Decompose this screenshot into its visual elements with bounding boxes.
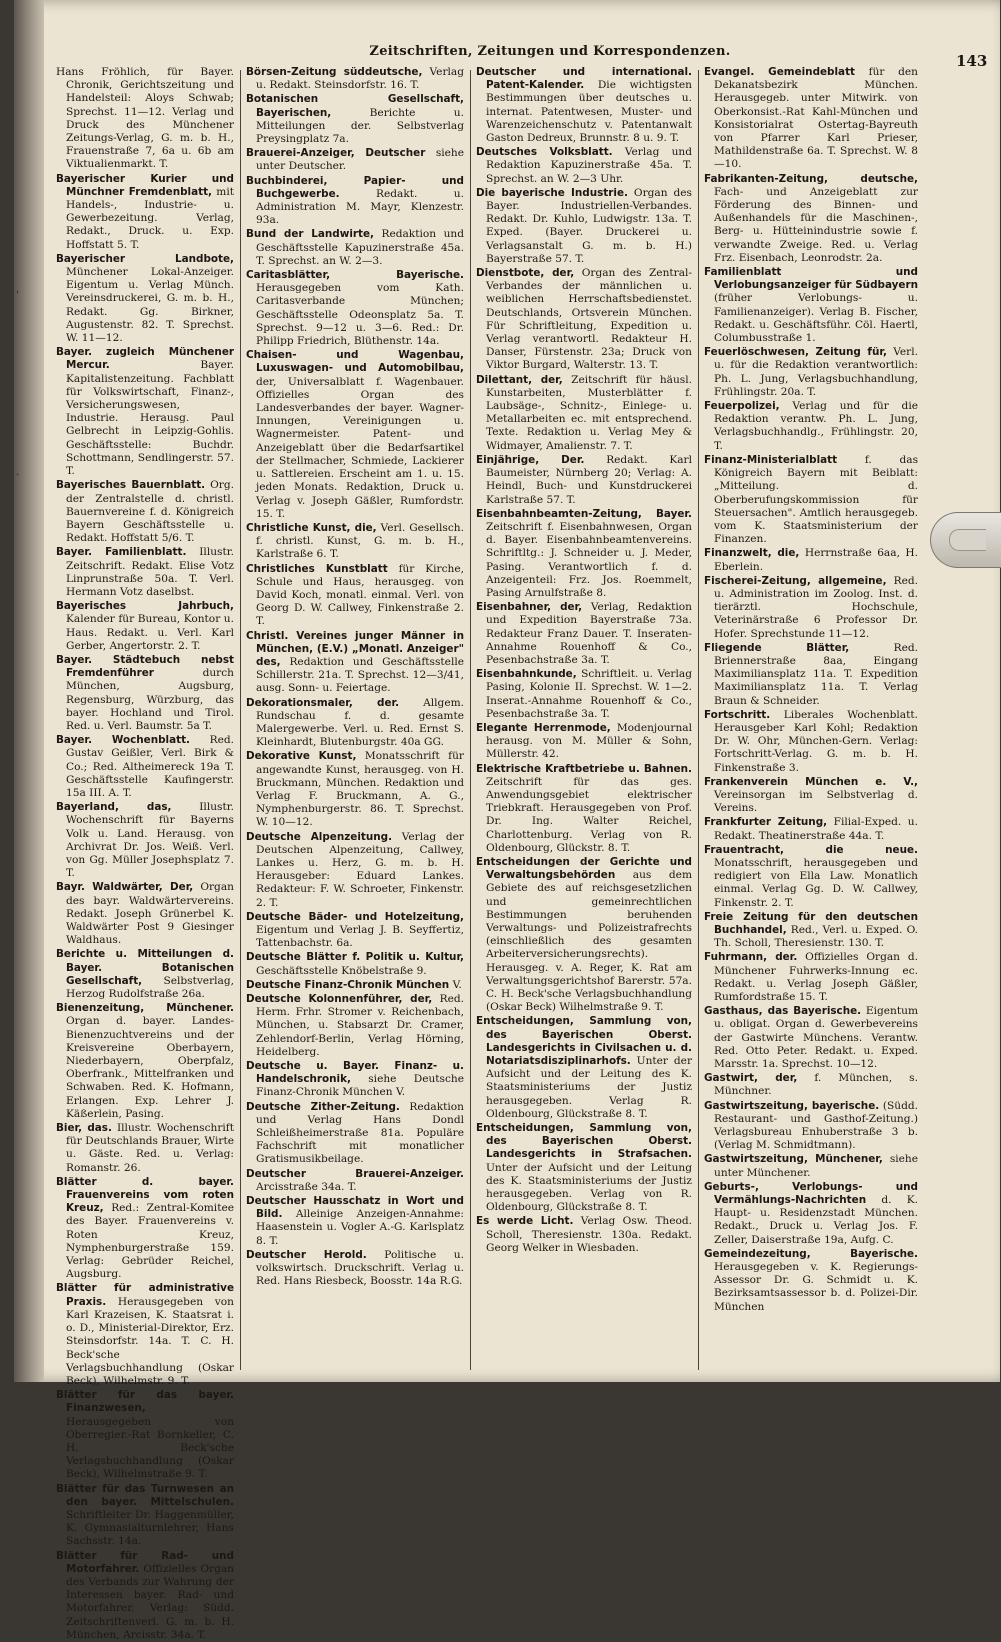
entry-title: Bayer. zugleich Münchener Mercur. — [56, 346, 234, 372]
entry-title: Gemeindezeitung, Bayerische. — [704, 1247, 918, 1260]
entry-title: Botanischen Gesellschaft, Bayerischen, — [246, 93, 464, 119]
directory-entry — [246, 1101, 464, 1167]
entry-text: Organ des bayr. Waldwärtervereins. Redakt. Joseph Grünerbel K. Waldwärter Post 9 Giesinger Waldhaus. — [66, 881, 234, 947]
entry-text: Verl. Gesellsch. f. christl. Kunst, G. m. b. H., Karlstraße 6. T. — [256, 521, 464, 561]
entry-text: Vereinsorgan im Selbstverlag d. Vereins. — [714, 788, 918, 815]
column-rule — [698, 70, 699, 1370]
directory-entry — [246, 228, 464, 268]
entry-text: siehe Deutsche Finanz-Chronik München V. — [256, 1073, 464, 1099]
entry-title: Deutsche Blätter f. Politik u. Kultur, — [246, 951, 464, 964]
directory-entry — [476, 66, 692, 145]
entry-text: Redaktion und Geschäftsstelle Schillerstr. 21a. T. Sprechst. 12—3/41, ausg. Sonn- u. Feiertage. — [256, 655, 464, 695]
entry-text: Herausgegeben von Oberregier.-Rat Bornkeller, C. H. Beck'sche Verlagsbuchhandlung (Oskar Beck), Wilhelmstraße 9. T. — [66, 1415, 234, 1481]
entry-title: Deutsche u. Bayer. Finanz- u. Handelschronik, — [246, 1060, 464, 1086]
entry-title: Fortschritt. — [704, 708, 771, 721]
book-gutter — [14, 0, 44, 1382]
directory-entry — [56, 1282, 234, 1388]
entry-text: Eigentum u. obligat. Organ d. Gewerbevereins der Gastwirte Münchens. Verantw. Red. Otto Peter. Redakt. u. Exped. Marsstr. 1a. Sprechst. 10—12. — [714, 1005, 918, 1071]
entry-text: Illustr. Wochenschrift für Deutschlands Brauer, Wirte u. Gäste. Red. u. Verlag: Romanstr. 26. — [66, 1122, 234, 1174]
entry-title: Bayerischer Kurier und Münchner Fremdenblatt, — [56, 172, 234, 198]
directory-entry — [56, 1389, 234, 1481]
entry-title: Eisenbahnbeamten-Zeitung, Bayer. — [476, 507, 692, 520]
directory-entry — [56, 801, 234, 880]
directory-entry — [246, 175, 464, 228]
entry-title: Die bayerische Industrie. — [476, 186, 628, 199]
directory-entry — [56, 1002, 234, 1121]
directory-entry — [704, 454, 918, 546]
entry-text: Eigentum und Verlag J. B. Seyffertiz, Tattenbachstr. 6a. — [256, 924, 464, 950]
text-column-2 — [246, 66, 464, 1366]
index-tab-slot — [949, 529, 986, 551]
entry-text: Hans Fröhlich, für Bayer. Chronik, Gerichtszeitung und Handelsteil: Aloys Schwab; Sprechst. 11—12. Verlag und Druck des Münchener Zeitungs-Verlag, G. m. b. H., Frauenstraße 7, 6a u. 6b am Viktualienmarkt. T. — [56, 66, 234, 171]
directory-entry — [56, 948, 234, 1001]
entry-title: Eisenbahnkunde, — [476, 668, 577, 681]
directory-entry — [704, 1005, 918, 1071]
directory-entry — [476, 454, 692, 507]
directory-entry — [704, 642, 918, 708]
entry-title: Christliche Kunst, die, — [246, 521, 377, 534]
text-column-1 — [56, 66, 235, 1641]
column-rule — [240, 70, 241, 1370]
directory-entry — [704, 1153, 918, 1179]
entry-title: Christl. Vereines junger Männer in München, (E.V.) „Monatl. Anzeiger" des, — [246, 629, 464, 668]
entry-text: der, Universalblatt f. Wagenbauer. Offizielles Organ des Landesverbandes der bayer. Wagner-Innungen, Vereinigungen u. Wagnermeister. Patent- und Anzeigeblatt über die Bedarfsartikel der Stellmacher, Schmiede, Lackierer u. Sattlereien. Erscheint am 1. u. 15. jeden Monats. Redaktion, Druck u. Verlag v. Joseph Gäßler, Rumfordstr. 15. T. — [256, 375, 464, 520]
entry-title: Blätter für Rad- und Motorfahrer. — [56, 1549, 234, 1575]
entry-title: Es werde Licht. — [476, 1215, 574, 1228]
entry-text: (Südd. Restaurant- und Gasthof-Zeitung.) Verlagsbureau Enhuberstraße 3 b. (Verlag M. Schmidtmann). — [714, 1099, 919, 1152]
directory-entry — [246, 1168, 464, 1194]
directory-entry — [56, 479, 234, 545]
directory-entry — [246, 147, 464, 173]
entry-title: Bayerischer Landbote, — [56, 252, 234, 265]
entry-title: Deutscher Herold. — [246, 1248, 367, 1261]
directory-entry — [476, 146, 692, 186]
directory-entry — [704, 951, 918, 1004]
directory-entry — [476, 187, 692, 266]
entry-text: für den Dekanatsbezirk München. Herausgegeb. unter Mitwirk. von Oberkonsist.-Rat Kahl-München und Konsistorialrat Ostertag-Bayreuth von Pfarrer Karl Prieser, Mathildenstraße 6a. T. Sprechst. W. 8—10. — [714, 66, 918, 171]
entry-title: Gastwirtszeitung, Münchener, — [704, 1153, 883, 1166]
entry-text: für Kirche, Schule und Haus, herausgeg. von David Koch, monatl. einmal. Verl. von Georg D. W. Callwey, Finkenstraße 2. T. — [256, 562, 465, 628]
directory-entry — [246, 697, 464, 750]
entry-text: Arcisstraße 34a. T. — [256, 1180, 357, 1193]
entry-title: Bayer. Familienblatt. — [56, 546, 187, 559]
directory-entry — [56, 1122, 234, 1175]
entry-title: Evangel. Gemeindeblatt — [704, 66, 856, 78]
directory-entry — [56, 654, 234, 733]
directory-entry — [476, 856, 692, 1014]
directory-entry — [246, 630, 464, 696]
entry-title: Börsen-Zeitung süddeutsche, — [246, 66, 423, 78]
entry-title: Gasthaus, das Bayerische. — [704, 1005, 862, 1018]
directory-entry — [476, 1122, 692, 1214]
entry-text: Politische u. volkswirtsch. Druckschrift. Verlag u. Red. Hans Riesbeck, Boosstr. 14a R.G. — [256, 1248, 464, 1288]
text-column-3 — [476, 66, 692, 1366]
directory-entry — [704, 66, 918, 172]
directory-entry — [56, 253, 234, 345]
entry-title: Deutsche Kolonnenführer, der, — [246, 993, 433, 1006]
entry-text: siehe unter Münchener. — [714, 1153, 918, 1179]
entry-title: Deutscher Hausschatz in Wort und Bild. — [246, 1195, 464, 1221]
entry-title: Bayr. Waldwärter, Der, — [56, 881, 194, 894]
entry-title: Elegante Herrenmode, — [476, 721, 611, 734]
entry-text: Verlag und für die Redaktion verantw. Ph. L. Jung, Verlagsbuchhandlg., Frühlingstr. 20, T. — [714, 400, 918, 452]
entry-text: Offizielles Organ des Verbands zur Wahrung der Interessen bayer. Rad- und Motorfahrer. Verlag: Südd. Zeitschriftenverl. G. m. b. H. München, Arcisstr. 34a. T. — [66, 1562, 235, 1641]
entry-text: Red. Gustav Geißler, Verl. Birk & Co.; Red. Altheimereck 19a T. Geschäftsstelle Kaufingerstr. 15a III. A. T. — [66, 734, 235, 799]
entry-text: Fach- und Anzeigeblatt zur Förderung des Binnen- und Außenhandels für die Maschinen-, Berg- u. Hütteinindustrie sowie f. verwandte Zweige. Red. u. Verlag Frz. Eisenbach, Leonrodstr. 2a. — [714, 185, 918, 264]
entry-text: Modenjournal herausg. von M. Müller & Sohn, Müllerstr. 42. — [486, 721, 692, 761]
gutter-mark: ' — [16, 290, 19, 301]
directory-entry — [246, 951, 464, 977]
entry-title: Einjährige, Der. — [476, 453, 585, 466]
directory-entry — [246, 750, 464, 829]
entry-text: Die wichtigsten Bestimmungen über deutsches u. internat. Patentwesen, Muster- und Warenzeichenschutz v. Patentanwalt Gaston Dedreux, Brunnstr. 8 u. 9. T. — [486, 79, 692, 145]
entry-text: Red. u. Administration im Zoolog. Inst. d. tierärztl. Hochschule, Veterinärstraße 6 Professor Dr. Hofer. Sprechstunde 11—12. — [714, 574, 918, 640]
entry-text: Geschäftsstelle Knöbelstraße 9. — [256, 964, 427, 977]
entry-title: Finanz-Ministerialblatt — [704, 453, 838, 466]
directory-entry — [476, 763, 692, 855]
directory-entry — [246, 349, 464, 521]
directory-entry — [476, 722, 692, 762]
entry-title: Deutsche Finanz-Chronik München — [246, 978, 450, 991]
entry-title: Gastwirt, der, — [704, 1072, 798, 1085]
entry-title: Fliegende Blätter, — [704, 641, 850, 654]
directory-entry — [56, 346, 234, 478]
entry-title: Familienblatt und Verlobungsanzeiger für Südbayern — [704, 266, 918, 292]
entry-title: Bayer. Städtebuch nebst Fremdenführer — [56, 653, 234, 680]
directory-entry — [246, 93, 464, 146]
entry-title: Bier, das. — [56, 1122, 112, 1135]
directory-entry — [704, 575, 918, 641]
entry-text: Bayer. Kapitalistenzeitung. Fachblatt für Volkswirtschaft, Finanz-, Versicherungswesen, Industrie. Herausg. Paul Gelbrecht in Leipzig-Gohlis. Geschäftsstelle: Buchdr. Schottmann, Sendlingerstr. 57. T. — [66, 359, 234, 478]
entry-text: Zeitschrift für häusl. Kunstarbeiten, Musterblätter f. Laubsäge-, Schnitz-, Einlege- u. Metallarbeiten ec. mit entsprechend. Texte. Redaktion u. Verlag Mey & Widmayer, Amalienstr. 7. T. — [486, 373, 692, 452]
directory-entry — [56, 66, 234, 172]
entry-text: Organ d. bayer. Landes-Bienenzuchtvereins und der Kreisvereine Oberbayern, Niederbayern, Oberpfalz, Oberfrank., Mittelfranken und Schwaben. Red. K. Hofmann, Erlangen. Exp. Lehrer J. Käßerlein, Pasing. — [66, 1015, 234, 1120]
entry-title: Frauentracht, die neue. — [704, 843, 918, 856]
entry-text: Schriftleiter Dr. Haggenmüller, K. Gymnasialturnlehrer, Hans Sachsstr. 14a. — [66, 1508, 234, 1548]
entry-title: Elektrische Kraftbetriebe u. Bahnen. — [476, 762, 692, 775]
directory-entry — [704, 346, 918, 399]
directory-entry — [56, 1550, 234, 1642]
entry-text: Redakt. Karl Baumeister, Nürnberg 20; Verlag: A. Heindl, Buch- und Kunstdruckerei Karlstraße 57. T. — [486, 453, 693, 506]
entry-text: siehe unter Deutscher. — [256, 147, 464, 173]
entry-title: Caritasblätter, Bayerische. — [246, 269, 464, 282]
entry-text: Kalender für Bureau, Kontor u. Haus. Redakt. u. Verl. Karl Gerber, Angertorstr. 2. T. — [66, 613, 234, 652]
entry-title: Feuerpolizei, — [704, 400, 780, 413]
entry-title: Dienstbote, der, — [476, 267, 575, 280]
entry-text: Red. Herm. Frhr. Stromer v. Reichenbach, München, u. Stabsarzt Dr. Cramer, Zehlendorf-Berlin, Verlag Hörning, Heidelberg. — [256, 993, 464, 1058]
entry-text: Herausgegeben von Karl Krazeisen, K. Staatsrat i. o. D., Ministerial-Direktor, Erz. Steinsdorfstr. 14a. T. C. H. Beck'sche Verlagsbuchhandlung (Oskar Beck), Wilhelmstr. 9. T. — [66, 1295, 234, 1387]
directory-entry — [56, 600, 234, 653]
directory-entry — [704, 709, 918, 775]
directory-entry — [56, 1176, 234, 1282]
entry-text: Münchener Lokal-Anzeiger. Eigentum u. Verlag Münch. Vereinsdruckerei, G. m. b. H., Redakt. Gg. Birkner, Augustenstr. 82. T. Sprechst. W. 11—12. — [66, 266, 234, 345]
directory-entry — [246, 911, 464, 951]
directory-entry — [704, 173, 918, 265]
directory-entry — [704, 400, 918, 453]
entry-title: Eisenbahner, der, — [476, 601, 583, 614]
entry-title: Christliches Kunstblatt — [246, 562, 388, 575]
directory-entry — [246, 831, 464, 910]
entry-title: Blätter für administrative Praxis. — [56, 1282, 234, 1308]
directory-entry — [476, 1015, 692, 1121]
entry-text: f. das Königreich Bayern mit Beiblatt: „Mitteilung. d. Oberberufungskommission für Steuersachen". Amtlich herausgegeb. vom K. Staatsministerium der Finanzen. — [714, 453, 918, 546]
entry-title: Chaisen- und Wagenbau, Luxuswagen- und Automobilbau, — [246, 349, 464, 375]
entry-text: Selbstverlag, Herzog Rudolfstraße 26a. — [66, 974, 234, 1001]
entry-text: Organ des Zentral-Verbandes der männlichen u. weiblichen Herrschaftsbedienstet. Deutschlands, Ortsverein München. Für Schriftleitung, Expedition u. Verlag verantwortl. Redakteur H. Danser, Fürstenstr. 23a; Druck von Viktor Burgard, Walterstr. 13. T. — [486, 267, 693, 372]
directory-entry — [476, 374, 692, 453]
entry-title: Bayer. Wochenblatt. — [56, 734, 190, 747]
directory-entry — [704, 844, 918, 910]
page-number: 143 — [956, 52, 988, 70]
entry-title: Entscheidungen, Sammlung von, des Bayerischen Oberst. Landesgerichts in Civilsachen u. d. Notariatsdisziplinarhofs. — [476, 1015, 692, 1068]
entry-text: Unter der Aufsicht und der Leitung des K. Staatsministeriums der Justiz herausgegeben. Verlag von R. Oldenbourg, Glückstraße 8. T. — [486, 1161, 692, 1214]
entry-text: Herrnstraße 6aa, H. Eberlein. — [714, 547, 919, 573]
entry-title: Deutscher und international. Patent-Kalender. — [476, 66, 692, 92]
entry-text: Herausgegeben vom Kath. Caritasverbande München; Geschäftsstelle Odeonsplatz 5a. T. Sprechst. 9—12 u. 3—6. Red.: Dr. Philipp Friedrich, Blüthenstr. 14a. — [256, 282, 464, 348]
entry-title: Bienenzeitung, Münchener. — [56, 1002, 234, 1015]
directory-entry — [704, 776, 918, 816]
directory-entry — [704, 816, 918, 842]
directory-entry — [246, 1195, 464, 1248]
entry-text: Unter der Aufsicht und der Leitung des K. Staatsministeriums der Justiz herausgegeben. Verlag R. Oldenbourg, Glückstraße 8. T. — [486, 1055, 693, 1120]
entry-title: Dekorationsmaler, der. — [246, 696, 400, 709]
entry-title: Frankfurter Zeitung, — [704, 816, 828, 829]
text-column-4 — [704, 66, 918, 1366]
entry-text: Red.: Zentral-Komitee des Bayer. Frauenvereins v. Roten Kreuz, Nymphenburgerstraße 159. Verlag: Gebrüder Reichel, Augsburg. — [66, 1202, 234, 1281]
entry-title: Deutsches Volksblatt. — [476, 146, 613, 159]
entry-title: Blätter für das bayer. Finanzwesen, — [56, 1389, 234, 1415]
entry-title: Fischerei-Zeitung, allgemeine, — [704, 574, 887, 587]
entry-title: Deutscher Brauerei-Anzeiger. — [246, 1167, 464, 1180]
entry-title: Berichte u. Mitteilungen d. Bayer. Botanischen Gesellschaft, — [56, 948, 234, 987]
directory-entry — [246, 563, 464, 629]
running-header: Zeitschriften, Zeitungen und Korrespondenzen. — [369, 44, 731, 59]
entry-text: Zeitschrift für das ges. Anwendungsgebiet elektrischer Triebkraft. Herausgegeben von Prof. Dr. Ing. Walter Reichel, Charlottenburg. Verlag von R. Oldenbourg, Glückstr. 8. T. — [486, 775, 692, 854]
entry-text: Herausgegeben v. K. Regierungs-Assessor Dr. G. Schmidt u. K. Bezirksamtsassessor b. d. Polizei-Dir. München — [714, 1261, 918, 1313]
entry-text: Org. der Zentralstelle d. christl. Bauernvereine f. d. Königreich Bayern Geschäftsstelle u. Redakt. Hoffstatt 5/6. T. — [66, 479, 234, 545]
entry-title: Finanzwelt, die, — [704, 547, 800, 560]
directory-entry — [476, 1215, 692, 1255]
entry-text: Redakt. u. Administration M. Mayr, Klenzestr. 93a. — [256, 187, 464, 227]
entry-title: Bayerisches Bauernblatt. — [56, 479, 206, 492]
index-tab[interactable] — [930, 512, 1001, 568]
entry-text: (früher Verlobungs- u. Familienanzeiger). Verlag B. Fischer, Redakt. u. Geschäftsführ. Cöl. Haertl, Columbusstraße 1. — [714, 292, 918, 345]
entry-title: Fuhrmann, der. — [704, 951, 798, 964]
entry-text: Redaktion und Verlag Hans Dondl Schleißheimerstraße 81a. Populäre Fachschrift mit monatlicher Gratismusikbeilage. — [256, 1100, 464, 1166]
directory-entry — [704, 1100, 918, 1153]
entry-title: Entscheidungen, Sammlung von, des Bayerischen Oberst. Landesgerichts in Strafsachen. — [476, 1122, 692, 1161]
entry-text: Berichte u. Mitteilungen der. Selbstverlag Preysingplatz 7a. — [256, 106, 464, 146]
entry-title: Frankenverein München e. V., — [704, 775, 918, 788]
entry-text: f. München, s. Münchner. — [714, 1072, 918, 1098]
directory-entry — [246, 1249, 464, 1289]
entry-title: Freie Zeitung für den deutschen Buchhandel, — [704, 910, 918, 936]
entry-text: Verlag und Redaktion Kapuzinerstraße 45a. T. Sprechst. an W. 2—3 Uhr. — [486, 146, 692, 185]
entry-title: Deutsche Bäder- und Hotelzeitung, — [246, 910, 464, 923]
directory-entry — [56, 173, 234, 252]
entry-text: Verl. u. für die Redaktion verantwortlich: Ph. L. Jung, Verlagsbuchhandlung, Frühlingstr. 20a. T. — [714, 346, 918, 398]
entry-text: Zeitschrift f. Eisenbahnwesen, Organ d. Bayer. Eisenbahnbeamtenvereins. Schriftltg.: J. Schneider u. J. Meder, Pasing. Verantwortlich f. d. Anzeigenteil: Frz. Jos. Roemmelt, Pasing Arnulfstraße 8. — [486, 520, 692, 599]
column-rule — [470, 70, 471, 1370]
entry-title: Deutsche Alpenzeitung. — [246, 830, 393, 843]
entry-text: Organ des Bayer. Industriellen-Verbandes. Redakt. Dr. Kuhlo, Ludwigstr. 13a. T. Exped. (Bayer. Druckerei u. Verlagsanstalt G. m. b. H.) Bayerstraße 57. T. — [486, 186, 692, 265]
directory-entry — [246, 522, 464, 562]
directory-entry — [246, 979, 464, 992]
entry-title: Dilettant, der, — [476, 373, 563, 386]
entry-text: Red. Briennerstraße 8aa, Eingang Maximiliansplatz 11a. T. Expedition Maximiliansplatz 11a. T. Verlag Braun & Schneider. — [714, 641, 918, 707]
entry-text: Verlag Osw. Theod. Scholl, Theresienstr. 130a. Redakt. Georg Welker in Wiesbaden. — [486, 1215, 692, 1254]
entry-text: Red., Verl. u. Exped. O. Th. Scholl, Theresienstr. 130. T. — [714, 924, 919, 950]
entry-text: Filial-Exped. u. Redakt. Theatinerstraße 44a. T. — [714, 816, 918, 842]
entry-title: Deutsche Zither-Zeitung. — [246, 1100, 400, 1113]
directory-entry — [56, 881, 234, 947]
entry-text: Monatsschrift, herausgegeben und redigiert von Ella Law. Monatlich einmal. Verlag Gg. D. W. Callwey, Finkenstr. 2. T. — [714, 856, 918, 909]
directory-entry — [246, 1060, 464, 1100]
directory-entry — [476, 267, 692, 373]
directory-entry — [246, 66, 464, 92]
entry-title: Gastwirtszeitung, bayerische. — [704, 1099, 880, 1112]
directory-entry — [704, 1181, 918, 1247]
entry-title: Feuerlöschwesen, Zeitung für, — [704, 346, 887, 359]
entry-text: Alleinige Anzeigen-Annahme: Haasenstein u. Vogler A.-G. Karlsplatz 8. T. — [256, 1208, 465, 1247]
entry-text: V. — [452, 978, 462, 991]
directory-entry — [476, 668, 692, 721]
directory-entry — [246, 993, 464, 1059]
entry-text: Monatsschrift für angewandte Kunst, herausgeg. von H. Bruckmann, München. Redaktion und Verlag F. Bruckmann, A. G., Nymphenburgerstr. 86. T. Sprechst. W. 10—12. — [256, 750, 464, 829]
entry-title: Dekorative Kunst, — [246, 750, 357, 763]
directory-entry — [246, 269, 464, 348]
directory-entry — [56, 1483, 234, 1549]
directory-entry — [704, 911, 918, 951]
entry-title: Entscheidungen der Gerichte und Verwaltungsbehörden — [476, 855, 692, 882]
entry-text: mit Handels-, Industrie- u. Gewerbezeitung. Verlag, Redakt., Druck. u. Exp. Hoffstatt 5. T. — [66, 185, 234, 251]
directory-entry — [476, 508, 692, 600]
entry-text: Schriftleit. u. Verlag Pasing, Kolonie II. Sprechst. W. 1—2. Inserat.-Annahme Rouenhoff & Co., Pesenbachstraße 3a. T. — [486, 668, 692, 720]
directory-entry — [56, 734, 234, 800]
directory-entry — [704, 266, 918, 345]
directory-entry — [56, 546, 234, 599]
entry-text: aus dem Gebiete des auf reichsgesetzlichen und gemeinrechtlichen Bestimmungen beruhenden Verwaltungs- und Polizeistrafrechts (einschließlich des gesamten Arbeiterversicherungsrechts). Herausgeg. v. A. Reger, K. Rat am Verwaltungsgerichtshof Barerstr. 57a. C. H. Beck'sche Verlagsbuchhandlung (Oskar Beck) Wilhelmstraße 9. T. — [486, 869, 692, 1014]
entry-text: durch München, Augsburg, Regensburg, Würzburg, das bayer. Hochland und Tirol. Red. u. Verl. Baumstr. 5a T. — [66, 667, 234, 732]
entry-title: Bund der Landwirte, — [246, 228, 374, 241]
entry-text: Liberales Wochenblatt. Herausgeber Karl Kohl; Redaktion Dr. W. Ohr, München-Gern. Verlag: Fortschritt-Verlag. G. m. b. H. Finkenstraße 3. — [714, 708, 919, 774]
directory-entry — [704, 547, 918, 573]
entry-text: Offizielles Organ d. Münchener Fuhrwerks-Innung ec. Redakt. u. Verlag Joseph Gäßler, Rumfordstraße 15. T. — [714, 951, 918, 1004]
entry-text: Illustr. Zeitschrift. Redakt. Elise Votz Linprunstraße 50a. T. Verl. Hermann Votz daselbst. — [66, 546, 234, 598]
directory-entry — [704, 1072, 918, 1098]
entry-text: Verlag u. Redakt. Steinsdorfstr. 16. T. — [256, 66, 464, 92]
entry-title: Bayerland, das, — [56, 801, 172, 814]
entry-title: Bayerisches Jahrbuch, — [56, 600, 234, 613]
entry-title: Geburts-, Verlobungs- und Vermählungs-Nachrichten — [704, 1180, 918, 1207]
entry-text: Verlag der Deutschen Alpenzeitung, Callwey, Lankes u. Herz, G. m. b. H. Herausgeber: Eduard Lankes. Redakteur: F. W. Schroeter, Finkenstr. 2. T. — [256, 830, 464, 909]
entry-title: Fabrikanten-Zeitung, deutsche, — [704, 172, 918, 185]
entry-title: Blätter d. bayer. Frauenvereins vom roten Kreuz, — [56, 1175, 234, 1215]
directory-entry — [704, 1248, 918, 1314]
entry-text: d. K. Haupt- u. Residenzstadt München. Redakt., Druck u. Verlag Jos. F. Zeller, Daiserstraße 19a, Aufg. C. — [714, 1194, 918, 1246]
entry-title: Blätter für das Turnwesen an den bayer. Mittelschulen. — [56, 1482, 234, 1508]
entry-title: Buchbinderei, Papier- und Buchgewerbe. — [246, 174, 464, 200]
directory-entry — [476, 601, 692, 667]
entry-text: Illustr. Wochenschrift für Bayerns Volk u. Land. Herausg. von Archivrat Dr. Jos. Weiß. Verl. von Gg. Müller Josephsplatz 7. T. — [66, 801, 234, 880]
entry-text: Verlag, Redaktion und Expedition Bayerstraße 73a. Redakteur Franz Dauer. T. Inseraten-Annahme Rouenhoff & Co., Pesenbachstraße 3a. T. — [486, 601, 692, 666]
gutter-mark: · — [16, 470, 20, 481]
entry-text: Redaktion und Geschäftsstelle Kapuzinerstraße 45a. T. Sprechst. an W. 2—3. — [256, 228, 464, 267]
entry-title: Brauerei-Anzeiger, Deutscher — [246, 147, 426, 160]
entry-text: Allgem. Rundschau f. d. gesamte Malergewerbe. Verl. u. Red. Ernst S. Kleinhardt, Blutenburgstr. 40a GG. — [256, 696, 464, 749]
